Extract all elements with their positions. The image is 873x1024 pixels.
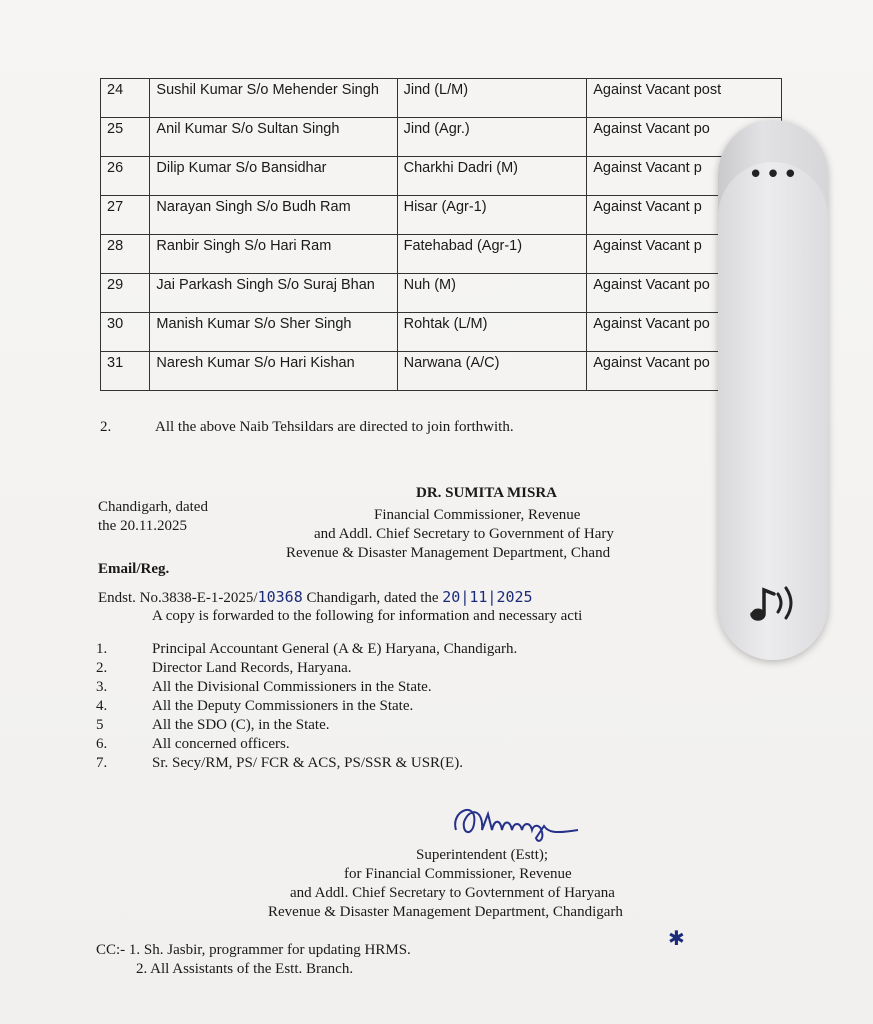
posting-remark: Against Vacant p	[587, 235, 782, 274]
posting-place: Nuh (M)	[397, 274, 587, 313]
floating-widget[interactable]	[718, 120, 828, 660]
list-item	[96, 659, 517, 678]
star-mark-icon: ✱	[668, 926, 685, 950]
row-number: 27	[101, 196, 150, 235]
list-item-text: Principal Accountant General (A & E) Haryana, Chandigarh.	[152, 641, 518, 657]
row-number: 30	[101, 313, 150, 352]
list-item-number: 5	[96, 717, 104, 733]
list-item-number: 7.	[96, 755, 108, 771]
list-item	[96, 697, 517, 716]
row-number: 29	[101, 274, 150, 313]
audio-play-icon[interactable]	[742, 580, 802, 626]
list-item-text: All the SDO (C), in the State.	[152, 717, 330, 733]
handwritten-signature	[448, 800, 588, 846]
posting-remark: Against Vacant po	[587, 313, 782, 352]
list-item	[96, 640, 517, 659]
more-options-button[interactable]: •••	[748, 160, 801, 190]
posting-remark: Against Vacant po	[587, 118, 782, 157]
posting-place: Narwana (A/C)	[397, 352, 587, 391]
paragraph-2: 2. All the above Naib Tehsildars are directed to join forthwith.	[100, 419, 514, 435]
table-row	[101, 196, 782, 235]
posting-place: Jind (Agr.)	[397, 118, 587, 157]
employee-name: Manish Kumar S/o Sher Singh	[150, 313, 397, 352]
row-number: 24	[101, 79, 150, 118]
table-row	[101, 118, 782, 157]
list-item-number: 3.	[96, 679, 108, 695]
posting-remark: Against Vacant post	[587, 79, 782, 118]
posting-place: Charkhi Dadri (M)	[397, 157, 587, 196]
signatory-name: DR. SUMITA MISRA	[416, 485, 557, 501]
list-item	[96, 735, 517, 754]
table-row	[101, 352, 782, 391]
posting-remark: Against Vacant p	[587, 196, 782, 235]
posting-remark: Against Vacant p	[587, 157, 782, 196]
list-item-number: 1.	[96, 641, 108, 657]
posting-table	[100, 78, 782, 391]
row-number: 31	[101, 352, 150, 391]
table-row	[101, 79, 782, 118]
posting-remark: Against Vacant po	[587, 352, 782, 391]
superintendent-block: Superintendent (Estt); for Financial Commissioner, Revenue and Addl. Chief Secretary to Govternment of Haryana Revenue & Disaster Management Department, Chandigarh	[268, 847, 623, 920]
list-item-number: 4.	[96, 698, 108, 714]
posting-place: Fatehabad (Agr-1)	[397, 235, 587, 274]
signatory-designation: Financial Commissioner, Revenue and Addl. Chief Secretary to Government of Hary Revenue & Disaster Management Department, Chand	[286, 507, 614, 561]
row-number: 28	[101, 235, 150, 274]
list-item-text: All concerned officers.	[152, 736, 290, 752]
list-item-number: 6.	[96, 736, 108, 752]
copy-forwarded-line: A copy is forwarded to the following for information and necessary acti	[152, 608, 583, 624]
list-item	[96, 678, 517, 697]
posting-place: Rohtak (L/M)	[397, 313, 587, 352]
table-row	[101, 235, 782, 274]
row-number: 25	[101, 118, 150, 157]
row-number: 26	[101, 157, 150, 196]
employee-name: Jai Parkash Singh S/o Suraj Bhan	[150, 274, 397, 313]
posting-place: Jind (L/M)	[397, 79, 587, 118]
email-reg: Email/Reg.	[98, 561, 170, 577]
list-item-text: All the Divisional Commissioners in the State.	[152, 679, 432, 695]
list-item-text: Sr. Secy/RM, PS/ FCR & ACS, PS/SSR & USR(E).	[152, 755, 463, 771]
employee-name: Narayan Singh S/o Budh Ram	[150, 196, 397, 235]
employee-name: Naresh Kumar S/o Hari Kishan	[150, 352, 397, 391]
employee-name: Dilip Kumar S/o Bansidhar	[150, 157, 397, 196]
list-item-text: All the Deputy Commissioners in the State.	[152, 698, 414, 714]
list-item-text: Director Land Records, Haryana.	[152, 660, 352, 676]
endorsement-line: Endst. No.3838-E-1-2025/10368 Chandigarh, dated the 20|11|2025	[98, 588, 533, 606]
place-date: Chandigarh, dated the 20.11.2025	[98, 499, 208, 534]
employee-name: Anil Kumar S/o Sultan Singh	[150, 118, 397, 157]
distribution-list	[96, 640, 517, 773]
table-row	[101, 313, 782, 352]
posting-remark: Against Vacant po	[587, 274, 782, 313]
list-item	[96, 754, 517, 773]
cc-block: CC:- 1. Sh. Jasbir, programmer for updating HRMS. 2. All Assistants of the Estt. Branch.	[96, 942, 411, 977]
table-row	[101, 274, 782, 313]
table-row	[101, 157, 782, 196]
posting-place: Hisar (Agr-1)	[397, 196, 587, 235]
list-item-number: 2.	[96, 660, 108, 676]
employee-name: Sushil Kumar S/o Mehender Singh	[150, 79, 397, 118]
list-item	[96, 716, 517, 735]
employee-name: Ranbir Singh S/o Hari Ram	[150, 235, 397, 274]
